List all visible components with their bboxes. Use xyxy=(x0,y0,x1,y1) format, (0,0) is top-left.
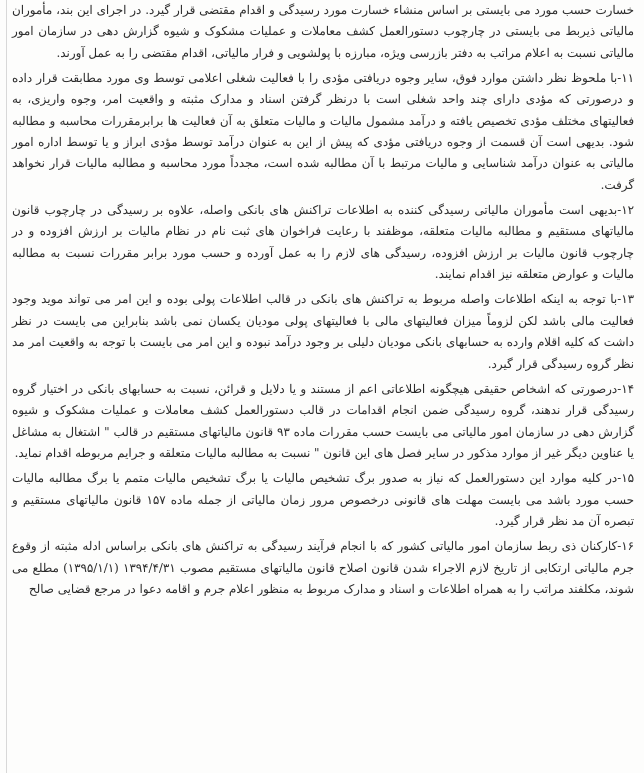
paragraph-damage-review: خسارت حسب مورد می بایستی بر اساس منشاء خسارت مورد رسیدگی و اقدام مقتضی قرار گیرد. در اجرای این بند، مأموران مالیاتی ذیربط می بایستی در چارچوب دستورالعمل کشف معاملات و عملیات مشکوک و شیوه گزارش دهی در سازمان امور مالیاتی نسبت به اعلام مراتب به دفتر بازرسی ویژه، مبارزه با پولشویی و فرار مالیاتی، اقدام مقتضی را به عمل آورند. xyxy=(12,3,634,60)
page-margin-rule xyxy=(6,0,7,773)
paragraph-item-15: ۱۵-در کلیه موارد این دستورالعمل که نیاز به صدور برگ تشخیص مالیات یا برگ تشخیص مالیات متمم یا برگ مطالبه مالیات حسب مورد باشد می بایست مهلت های قانونی درخصوص مرور زمان مالیاتی از جمله ماده ۱۵۷ قانون مالیاتهای مستقیم و تبصره آن مد نظر قرار گیرد. xyxy=(12,471,634,528)
paragraph-item-11: ۱۱-با ملحوظ نظر داشتن موارد فوق، سایر وجوه دریافتی مؤدی را با فعالیت شغلی اعلامی توسط وی مورد مطابقت قرار داده و درصورتی که مؤدی دارای چند واحد شغلی است با درنظر گرفتن اسناد و مدارک مثبته و واقعیت امر، وجوه واریزی، به فعالیتهای مختلف مؤدی تخصیص یافته و درآمد مشمول مالیات و مالیات متعلق به آن فعالیت ها برابرمقررات محاسبه و مطالبه شود. بدیهی است آن قسمت از وجوه دریافتی مؤدی که پیش از این به عنوان درآمد توسط مؤدی ابراز و یا توسط اداره امور مالیاتی به عنوان درآمد شناسایی و مالیات مرتبط با آن مطالبه شده است، مجدداً مورد محاسبه و مطالبه مالیات قرار نخواهد گرفت. xyxy=(12,71,634,192)
paragraph-item-16: ۱۶-کارکنان ذی ربط سازمان امور مالیاتی کشور که با انجام فرآیند رسیدگی به تراکنش های بانکی براساس ادله مثبته از وقوع جرم مالیاتی ارتکابی از تاریخ لازم الاجراء شدن قانون اصلاح قانون مالیاتهای مستقیم مصوب ۱۳۹۴/۴/۳۱ (۱۳۹۵/۱/۱) مطلع می شوند، مکلفند مراتب را به همراه اطلاعات و اسناد و مدارک مربوط به منظور اعلام جرم و اقامه دعوا در مرجع قضایی صالح xyxy=(12,539,634,596)
paragraph-item-12: ۱۲-بدیهی است مأموران مالیاتی رسیدگی کننده به اطلاعات تراکنش های بانکی واصله، علاوه بر رسیدگی در چارچوب قانون مالیاتهای مستقیم و مطالبه مالیات متعلقه، موظفند با رعایت فراخوان های ثبت نام در نظام مالیات بر ارزش افزوده و در چارچوب قانون مالیات بر ارزش افزوده، رسیدگی های لازم را به عمل آورده و حسب مورد برابر مقررات نسبت به مطالبه مالیات و عوارض متعلقه نیز اقدام نمایند. xyxy=(12,203,634,282)
paragraph-item-13: ۱۳-با توجه به اینکه اطلاعات واصله مربوط به تراکنش های بانکی در قالب اطلاعات پولی بوده و این امر می تواند موید وجود فعالیت مالی باشد لکن لزوماً میزان فعالیتهای مالی با فعالیتهای پولی مودیان یکسان نمی باشد بنابراین می بایست در نظر داشت که کلیه اقلام وارده به حسابهای بانکی مودیان دلیلی بر وجود درآمد نبوده و این امر می بایست با توجه به واقعیت امر مد نظر گروه رسیدگی قرار گیرد. xyxy=(12,292,634,371)
paragraph-item-14: ۱۴-درصورتی که اشخاص حقیقی هیچگونه اطلاعاتی اعم از مستند و یا دلایل و قرائن، نسبت به حسابهای بانکی در اختیار گروه رسیدگی قرار ندهند، گروه رسیدگی ضمن انجام اقدامات در قالب دستورالعمل کشف معاملات و عملیات مشکوک و شیوه گزارش دهی در سازمان امور مالیاتی می بایست حسب مقررات ماده ۹۳ قانون مالیاتهای مستقیم در قالب " اشتغال به مشاغل یا عناوین دیگر غیر از موارد مذکور در سایر فصل های این قانون " نسبت به مطالبه مالیات متعلقه و جرایم مربوطه اقدام نماید. xyxy=(12,381,635,460)
document-body xyxy=(12,0,634,600)
